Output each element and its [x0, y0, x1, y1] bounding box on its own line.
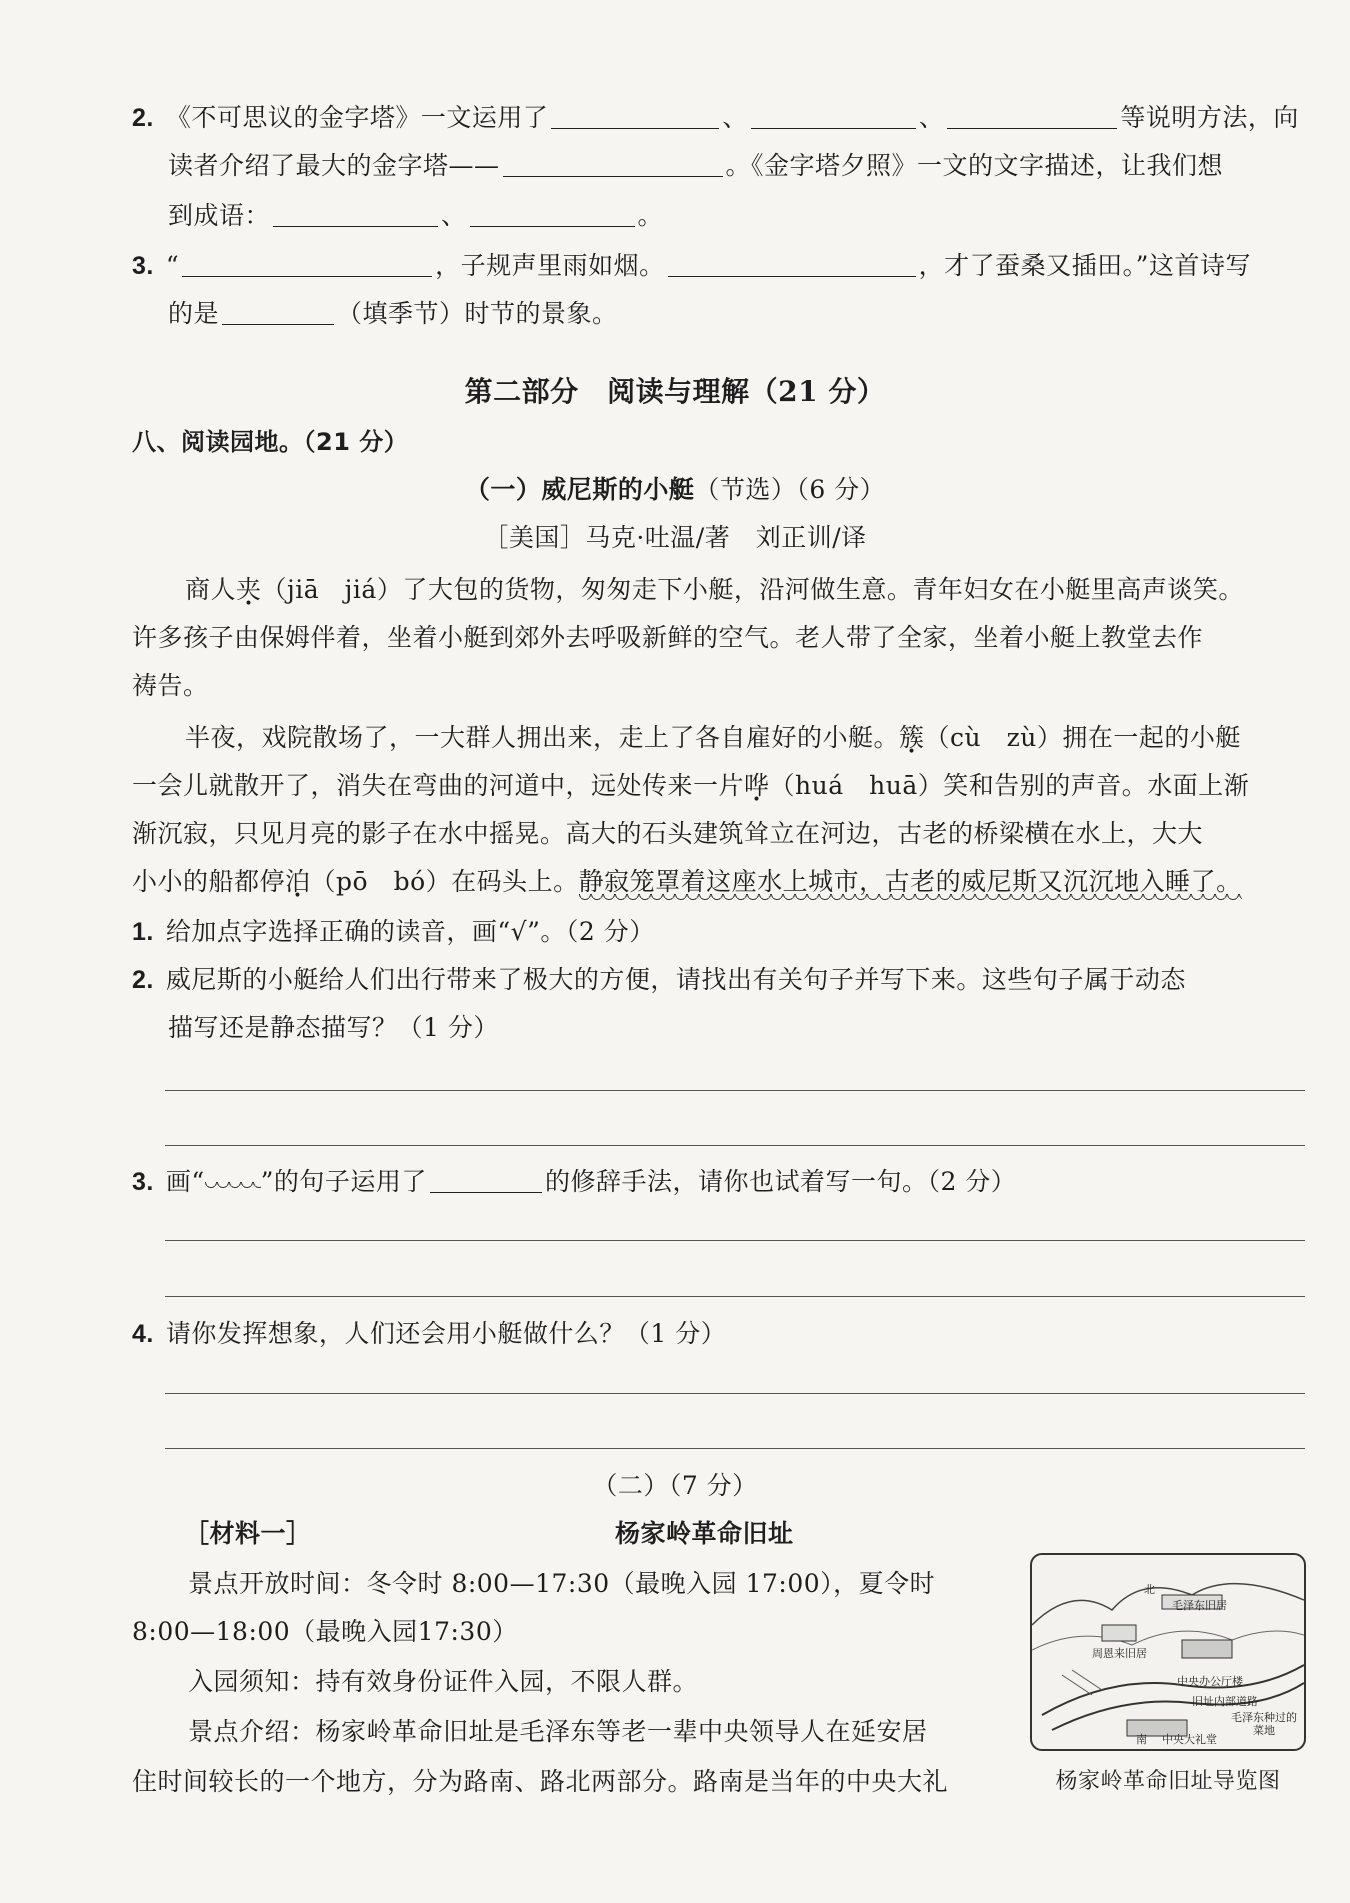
passage-line: 半夜，戏院散场了，一大群人拥出来，走上了各自雇好的小艇。簇（cù zù）拥在一起的小艇	[185, 723, 1241, 752]
material-line: 住时间较长的一个地方，分为路南、路北两部分。路南是当年的中央大礼	[132, 1767, 949, 1796]
answer-line[interactable]	[165, 1090, 1305, 1091]
material-line: 景点介绍：杨家岭革命旧址是毛泽东等老一辈中央领导人在延安居	[188, 1717, 928, 1746]
answer-line[interactable]	[165, 1145, 1305, 1146]
reading-2-title: （二）（7 分）	[592, 1471, 758, 1500]
site-map-illustration	[1030, 1553, 1306, 1751]
answer-blank[interactable]	[751, 104, 916, 129]
passage-line: 许多孩子由保姆伴着，坐着小艇到郊外去呼吸新鲜的空气。老人带了全家，坐着小艇上教堂去作	[132, 623, 1204, 652]
material-title: 杨家岭革命旧址	[615, 1519, 794, 1548]
reading-question-2-cont: 描写还是静态描写？（1 分）	[168, 1013, 499, 1042]
dotted-character: 泊	[285, 867, 311, 896]
reading-1-author: ［美国］马克·吐温/著 刘正训/译	[483, 523, 867, 552]
reading-question-3: 3. 画“ ”的句子运用了 的修辞手法，请你也试着写一句。（2 分）	[132, 1162, 1016, 1200]
material-line: 景点开放时间：冬令时 8:00—17:30（最晚入园 17:00），夏令时	[188, 1569, 936, 1598]
passage-line: 祷告。	[132, 671, 209, 700]
answer-blank[interactable]	[222, 300, 334, 325]
map-caption: 杨家岭革命旧址导览图	[1055, 1769, 1281, 1794]
map-label: 中央办公厅楼	[1177, 1675, 1243, 1688]
map-label: 旧址内部道路	[1192, 1695, 1258, 1708]
passage-line: 商人夹（jiā jiá）了大包的货物，匆匆走下小艇，沿河做生意。青年妇女在小艇里高声谈笑。	[185, 575, 1244, 604]
question-number: 2.	[132, 104, 154, 132]
reading-question-4: 4. 请你发挥想象，人们还会用小艇做什么？（1 分）	[132, 1319, 727, 1348]
map-label: 南	[1136, 1733, 1147, 1746]
map-label: 毛泽东旧居	[1172, 1599, 1227, 1612]
question-2-line-2: 读者介绍了最大的金字塔—— 。《金字塔夕照》一文的文字描述，让我们想	[168, 151, 1224, 180]
answer-blank[interactable]	[430, 1168, 542, 1193]
answer-blank[interactable]	[947, 104, 1117, 129]
wavy-underlined-sentence: 静寂笼罩着这座水上城市，古老的威尼斯又沉沉地入睡了。	[579, 867, 1242, 902]
reading-1-title: （一）威尼斯的小艇（节选）（6 分）	[464, 475, 886, 504]
answer-blank[interactable]	[182, 252, 432, 277]
material-line: 8:00—18:00（最晚入园17:30）	[132, 1617, 518, 1646]
map-label: 毛泽东种过的菜地	[1231, 1711, 1297, 1737]
answer-blank[interactable]	[273, 202, 438, 227]
passage-line: 一会儿就散开了，消失在弯曲的河道中，远处传来一片哗（huá huā）笑和告别的声音。水面上渐	[132, 771, 1250, 800]
passage-line: 小小的船都停泊（pō bó）在码头上。静寂笼罩着这座水上城市，古老的威尼斯又沉沉地入睡了。	[132, 864, 1242, 900]
reading-question-2: 2. 威尼斯的小艇给人们出行带来了极大的方便，请找出有关句子并写下来。这些句子属于动态	[132, 965, 1186, 994]
map-label: 中央大礼堂	[1162, 1733, 1217, 1746]
question-number: 3.	[132, 252, 154, 280]
dotted-character: 夹	[236, 575, 262, 604]
answer-line[interactable]	[165, 1240, 1305, 1241]
reading-question-1: 1. 给加点字选择正确的读音，画“√”。（2 分）	[132, 917, 655, 946]
part-title: 第二部分 阅读与理解（21 分）	[464, 375, 886, 408]
map-label: 周恩来旧居	[1092, 1647, 1147, 1660]
section-title: 八、阅读园地。（21 分）	[132, 428, 409, 456]
question-2-line-1: 2. 《不可思议的金字塔》一文运用了 、 、 等说明方法，向	[132, 103, 1299, 132]
answer-line[interactable]	[165, 1393, 1305, 1394]
map-label: 北	[1144, 1583, 1155, 1596]
answer-blank[interactable]	[470, 202, 635, 227]
answer-blank[interactable]	[503, 152, 723, 177]
question-3-line-2: 的是 （填季节）时节的景象。	[168, 299, 618, 328]
answer-blank[interactable]	[551, 104, 719, 129]
answer-line[interactable]	[165, 1296, 1305, 1297]
answer-line[interactable]	[165, 1448, 1305, 1449]
answer-blank[interactable]	[668, 252, 916, 277]
passage-line: 渐沉寂，只见月亮的影子在水中摇晃。高大的石头建筑耸立在河边，古老的桥梁横在水上，大大	[132, 819, 1204, 848]
question-2-line-3: 到成语： 、 。	[168, 201, 664, 230]
material-label: ［材料一］	[184, 1519, 312, 1548]
question-3-line-1: 3. “ ，子规声里雨如烟。 ，才了蚕桑又插田。”这首诗写	[132, 251, 1251, 280]
dotted-character: 哗	[744, 771, 770, 800]
dotted-character: 簇	[899, 723, 925, 752]
material-line: 入园须知：持有效身份证件入园，不限人群。	[188, 1667, 699, 1696]
wavy-underline-mark	[205, 1162, 261, 1190]
